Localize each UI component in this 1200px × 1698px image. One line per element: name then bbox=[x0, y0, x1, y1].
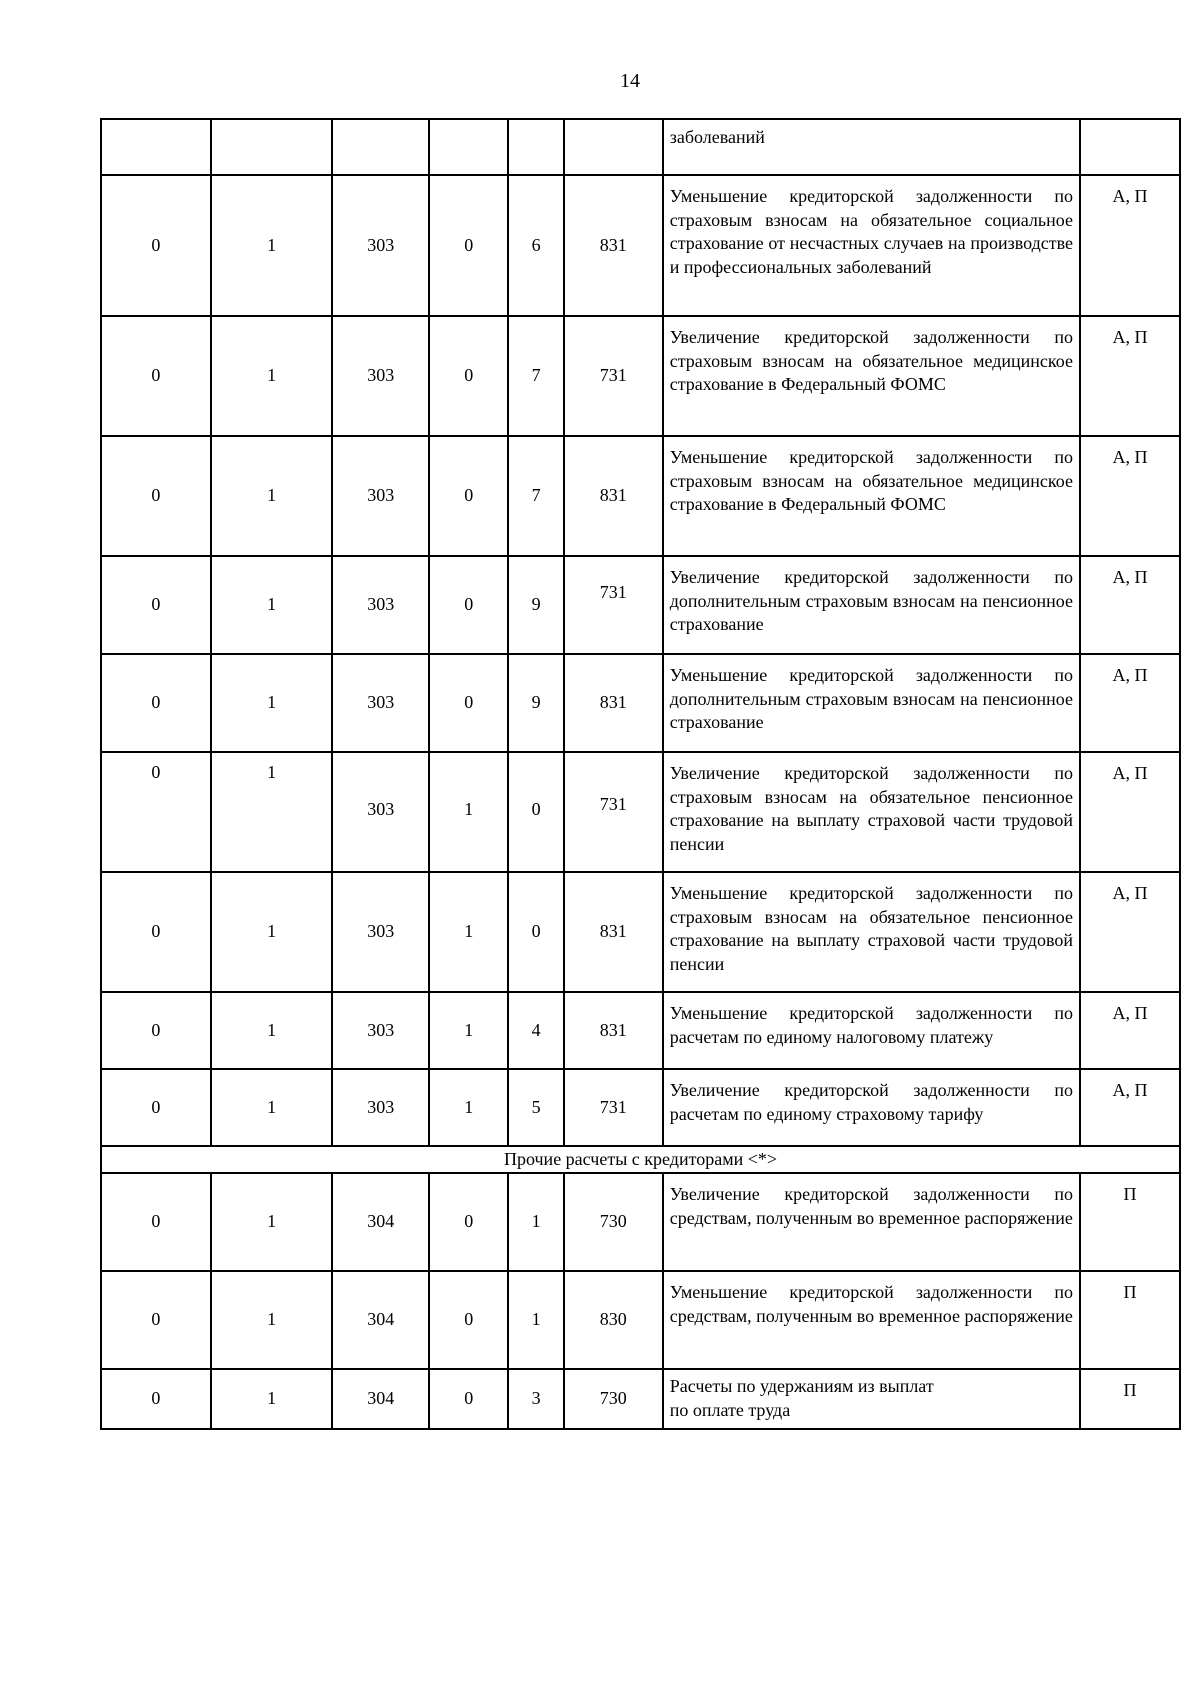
row-description: Уменьшение кредиторской задолженности по средствам, полученным во временное распоряжение bbox=[663, 1271, 1080, 1369]
cell-c1: 0 bbox=[101, 556, 211, 654]
cell-c4: 1 bbox=[429, 992, 508, 1069]
cell-c2: 1 bbox=[211, 556, 333, 654]
cell-code: 730 bbox=[564, 1369, 663, 1429]
cell-c2: 1 bbox=[211, 436, 333, 556]
cell-c5: 1 bbox=[508, 1173, 563, 1271]
cell-c4: 1 bbox=[464, 799, 474, 820]
cell-code: 830 bbox=[564, 1271, 663, 1369]
cell-c4: 0 bbox=[429, 1369, 508, 1429]
cell-c2: 1 bbox=[211, 316, 333, 436]
cell-account: 303 bbox=[332, 872, 429, 992]
table-row bbox=[101, 1069, 1180, 1146]
row-mark: А, П bbox=[1080, 316, 1180, 436]
section-title: Прочие расчеты с кредиторами <*> bbox=[101, 1146, 1180, 1173]
row-mark: А, П bbox=[1080, 175, 1180, 316]
accounts-table bbox=[100, 118, 1181, 1430]
cell-c2: 1 bbox=[211, 654, 333, 752]
cell-c4: 0 bbox=[429, 1271, 508, 1369]
section-row bbox=[101, 1146, 1180, 1173]
row-mark: А, П bbox=[1080, 556, 1180, 654]
cell-c5: 3 bbox=[508, 1369, 563, 1429]
cell-c5: 0 bbox=[508, 872, 563, 992]
row-mark: А, П bbox=[1080, 872, 1180, 992]
cell-c1: 0 bbox=[101, 1369, 211, 1429]
cell-account: 303 bbox=[367, 799, 395, 820]
cell-c1: 0 bbox=[101, 1173, 211, 1271]
row-description-line: по оплате труда bbox=[669, 1399, 791, 1420]
cell-c5: 6 bbox=[508, 175, 563, 316]
row-mark: П bbox=[1080, 1173, 1180, 1271]
cell-code: 731 bbox=[599, 794, 627, 814]
cell-code: 731 bbox=[599, 582, 627, 603]
cell-c2: 1 bbox=[211, 175, 333, 316]
cell-c2: 1 bbox=[211, 1069, 333, 1146]
cell-account: 303 bbox=[332, 316, 429, 436]
row-mark: П bbox=[1080, 1271, 1180, 1369]
cell-code: 731 bbox=[564, 1069, 663, 1146]
cell-account: 303 bbox=[332, 992, 429, 1069]
row-description: Увеличение кредиторской задолженности по страховым взносам на обязательное медицинское страхование в Федеральный ФОМС bbox=[663, 316, 1080, 436]
cell-c4: 0 bbox=[429, 654, 508, 752]
cell-c5: 0 bbox=[531, 799, 541, 820]
cell-c1: 0 bbox=[151, 762, 161, 782]
cell-c4: 1 bbox=[429, 872, 508, 992]
cell-c4: 1 bbox=[429, 1069, 508, 1146]
row-mark: П bbox=[1080, 1369, 1180, 1429]
table-row bbox=[101, 992, 1180, 1069]
table-row bbox=[101, 752, 1180, 872]
cell-code: 831 bbox=[564, 175, 663, 316]
row-mark: А, П bbox=[1080, 436, 1180, 556]
cell-account: 303 bbox=[332, 436, 429, 556]
row-description: Уменьшение кредиторской задолженности по страховым взносам на обязательное социальное страхование от несчастных случаев на производстве и профессиональных заболеваний bbox=[663, 175, 1080, 316]
table-row bbox=[101, 316, 1180, 436]
cell-code: 730 bbox=[564, 1173, 663, 1271]
row-mark: А, П bbox=[1080, 654, 1180, 752]
table-row bbox=[101, 1369, 1180, 1429]
cell-code: 831 bbox=[564, 992, 663, 1069]
cell-c1: 0 bbox=[101, 654, 211, 752]
cell-c4: 0 bbox=[429, 175, 508, 316]
cell-account: 304 bbox=[332, 1173, 429, 1271]
row-mark: А, П bbox=[1080, 1069, 1180, 1146]
cell-c5: 7 bbox=[508, 436, 563, 556]
cell-code: 731 bbox=[564, 316, 663, 436]
table-row bbox=[101, 1173, 1180, 1271]
row-description-line: Расчеты по удержаниям из выплат bbox=[669, 1376, 934, 1396]
cell-c5: 5 bbox=[508, 1069, 563, 1146]
cell-c1: 0 bbox=[101, 436, 211, 556]
cell-c2: 1 bbox=[211, 872, 333, 992]
row-description: Увеличение кредиторской задолженности по средствам, полученным во временное распоряжение bbox=[663, 1173, 1080, 1271]
cell-c5: 9 bbox=[508, 654, 563, 752]
table-row bbox=[101, 654, 1180, 752]
row-description: Увеличение кредиторской задолженности по дополнительным страховым взносам на пенсионное страхование bbox=[663, 556, 1080, 654]
cell-c2: 1 bbox=[211, 1271, 333, 1369]
cell-c2: 1 bbox=[211, 1369, 333, 1429]
row-description bbox=[663, 1369, 1080, 1429]
cell-account: 303 bbox=[332, 556, 429, 654]
table-row bbox=[101, 119, 1180, 175]
cell-c1: 0 bbox=[101, 872, 211, 992]
cell-c4: 0 bbox=[429, 436, 508, 556]
table-row bbox=[101, 872, 1180, 992]
cell-c5: 1 bbox=[508, 1271, 563, 1369]
cell-c5: 7 bbox=[508, 316, 563, 436]
cell-code: 831 bbox=[564, 436, 663, 556]
cell-account: 304 bbox=[332, 1271, 429, 1369]
row-description: Уменьшение кредиторской задолженности по расчетам по единому налоговому платежу bbox=[663, 992, 1080, 1069]
cell-c1: 0 bbox=[101, 316, 211, 436]
cell-c2: 1 bbox=[211, 992, 333, 1069]
row-description: Уменьшение кредиторской задолженности по дополнительным страховым взносам на пенсионное страхование bbox=[663, 654, 1080, 752]
cell-account: 303 bbox=[332, 654, 429, 752]
table-row bbox=[101, 175, 1180, 316]
cell-c1: 0 bbox=[101, 175, 211, 316]
cell-c2: 1 bbox=[267, 762, 277, 782]
cell-c4: 0 bbox=[429, 316, 508, 436]
page-number: 14 bbox=[620, 70, 640, 92]
cell-c1: 0 bbox=[101, 992, 211, 1069]
cell-account: 303 bbox=[332, 175, 429, 316]
row-description: заболеваний bbox=[663, 119, 1080, 175]
cell-c5: 4 bbox=[508, 992, 563, 1069]
cell-c5: 9 bbox=[508, 556, 563, 654]
table-row bbox=[101, 556, 1180, 654]
cell-c1: 0 bbox=[101, 1271, 211, 1369]
cell-c4: 0 bbox=[429, 1173, 508, 1271]
cell-code: 831 bbox=[564, 872, 663, 992]
cell-c2: 1 bbox=[211, 1173, 333, 1271]
cell-account: 303 bbox=[332, 1069, 429, 1146]
row-description: Уменьшение кредиторской задолженности по страховым взносам на обязательное пенсионное страхование на выплату страховой части трудовой пенсии bbox=[663, 872, 1080, 992]
cell-code: 831 bbox=[564, 654, 663, 752]
row-mark: А, П bbox=[1080, 992, 1180, 1069]
row-description: Увеличение кредиторской задолженности по расчетам по единому страховому тарифу bbox=[663, 1069, 1080, 1146]
table-row bbox=[101, 1271, 1180, 1369]
row-mark: А, П bbox=[1080, 752, 1180, 872]
cell-account: 304 bbox=[332, 1369, 429, 1429]
cell-c4: 0 bbox=[429, 556, 508, 654]
row-description: Увеличение кредиторской задолженности по страховым взносам на обязательное пенсионное страхование на выплату страховой части трудовой пенсии bbox=[663, 752, 1080, 872]
table-row bbox=[101, 436, 1180, 556]
cell-c1: 0 bbox=[101, 1069, 211, 1146]
row-description: Уменьшение кредиторской задолженности по страховым взносам на обязательное медицинское страхование в Федеральный ФОМС bbox=[663, 436, 1080, 556]
